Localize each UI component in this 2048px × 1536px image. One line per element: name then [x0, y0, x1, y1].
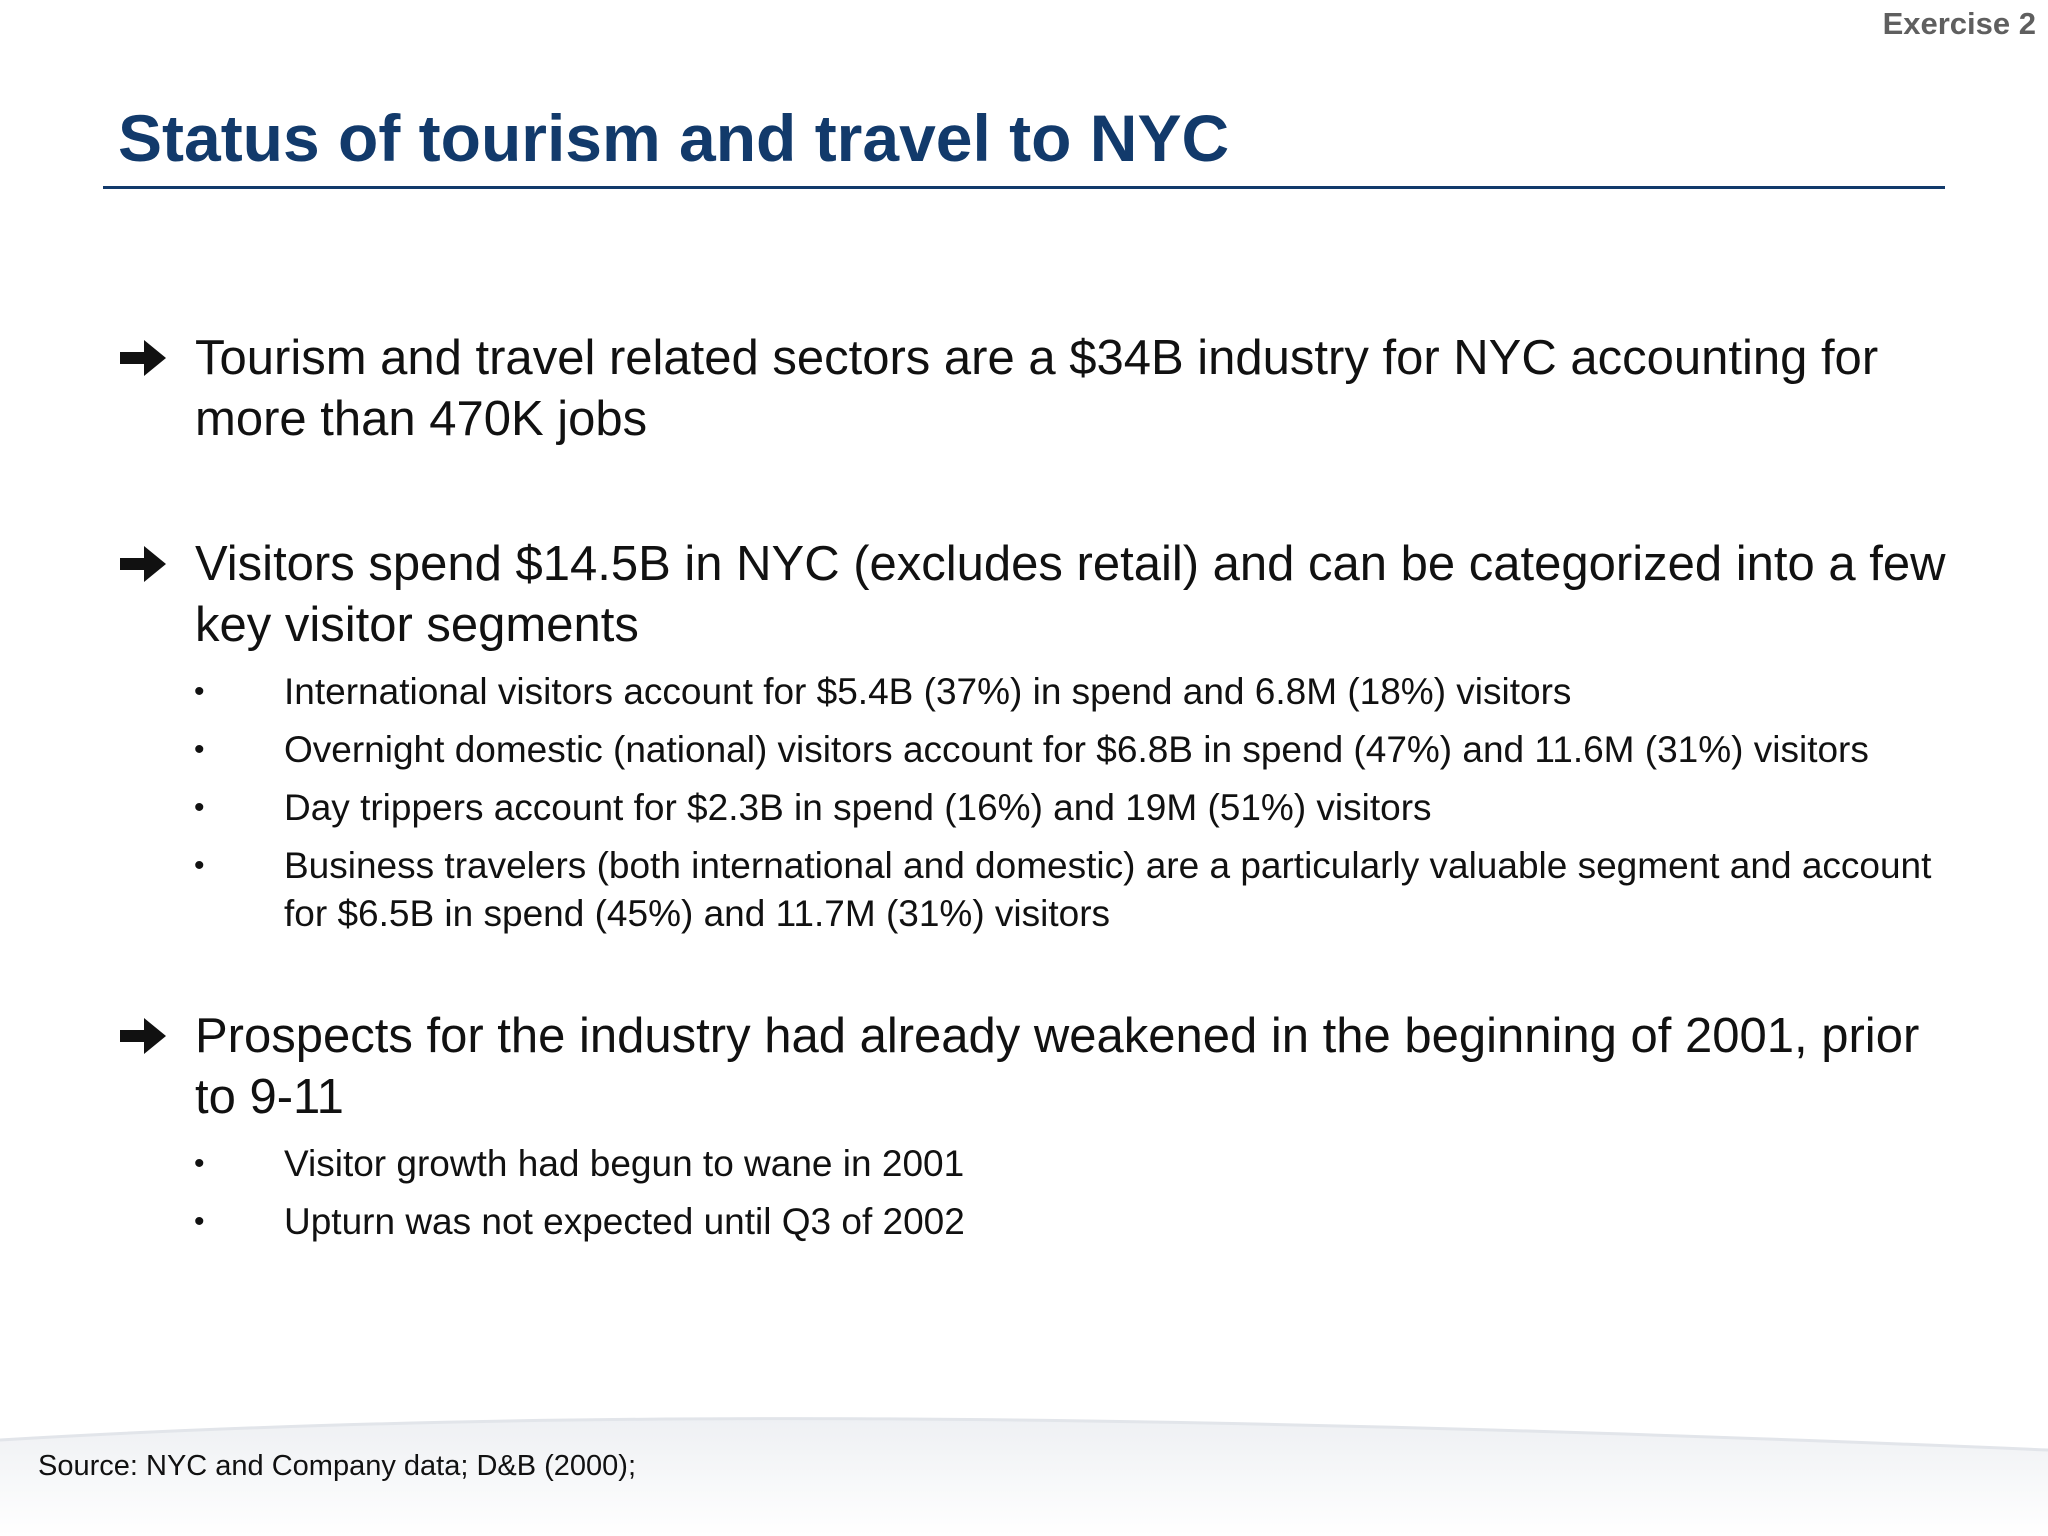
- sub-bullet-list: [195, 668, 1958, 938]
- sub-bullet-item: [195, 668, 1958, 716]
- arrow-right-icon: [118, 1012, 170, 1060]
- bullet-dot-icon: •: [194, 1147, 205, 1180]
- sub-bullet-item: [195, 1198, 1958, 1246]
- bullet-text: Tourism and travel related sectors are a $34B industry for NYC accounting for more than 470K jobs: [195, 331, 1879, 446]
- sub-bullet-text: Upturn was not expected until Q3 of 2002: [284, 1201, 965, 1242]
- bullet-text: Visitors spend $14.5B in NYC (excludes retail) and can be categorized into a few key visitor segments: [195, 537, 1946, 652]
- bullet-dot-icon: •: [194, 733, 205, 766]
- source-note: Source: NYC and Company data; D&B (2000);: [38, 1450, 637, 1482]
- sub-bullet-text: Overnight domestic (national) visitors account for $6.8B in spend (47%) and 11.6M (31%) visitors: [284, 729, 1869, 770]
- title-divider: [103, 186, 1945, 189]
- arrow-right-icon: [118, 334, 170, 382]
- sub-bullet-item: [195, 842, 1958, 938]
- bullet-item: [118, 1006, 1958, 1246]
- arrow-right-icon: [118, 540, 170, 588]
- sub-bullet-item: [195, 784, 1958, 832]
- sub-bullet-text: Day trippers account for $2.3B in spend (16%) and 19M (51%) visitors: [284, 787, 1432, 828]
- sub-bullet-text: Business travelers (both international and domestic) are a particularly valuable segment and account for $6.5B in spend (45%) and 11.7M (31%) visitors: [284, 845, 1932, 934]
- bullet-dot-icon: •: [194, 675, 205, 708]
- sub-bullet-list: [195, 1140, 1958, 1246]
- sub-bullet-item: [195, 1140, 1958, 1188]
- bullet-dot-icon: •: [194, 1205, 205, 1238]
- bullet-dot-icon: •: [194, 791, 205, 824]
- bullet-item: [118, 534, 1958, 938]
- bullet-dot-icon: •: [194, 849, 205, 882]
- bullet-text: Prospects for the industry had already weakened in the beginning of 2001, prior to 9-11: [195, 1009, 1920, 1124]
- bullet-item: [118, 328, 1958, 450]
- sub-bullet-text: International visitors account for $5.4B (37%) in spend and 6.8M (18%) visitors: [284, 671, 1572, 712]
- sub-bullet-text: Visitor growth had begun to wane in 2001: [284, 1143, 965, 1184]
- bullet-list: [118, 328, 1958, 1330]
- exercise-label: Exercise 2: [1882, 6, 2036, 41]
- page-title: Status of tourism and travel to NYC: [118, 101, 1230, 175]
- sub-bullet-item: [195, 726, 1958, 774]
